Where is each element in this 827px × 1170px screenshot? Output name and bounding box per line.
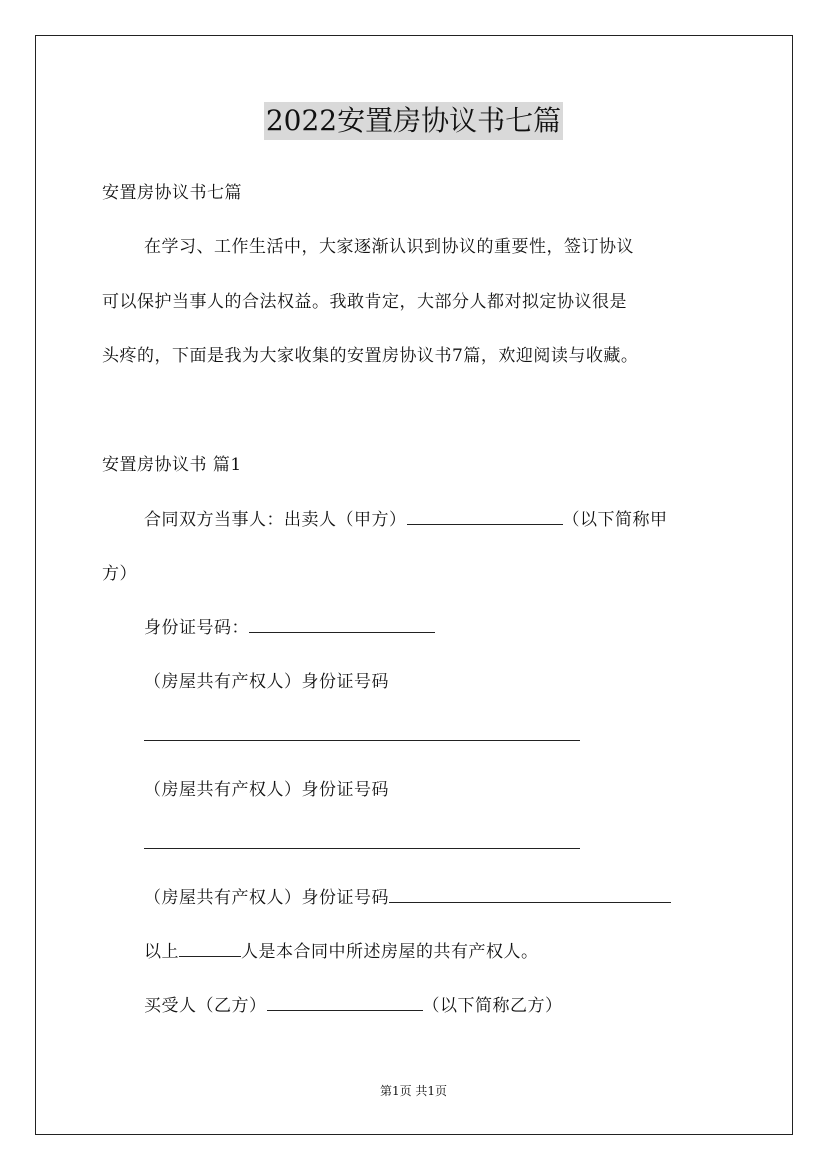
co-owner-id-blank-line-1 xyxy=(144,724,580,748)
co-owners-prefix: 以上 xyxy=(144,942,179,962)
party-a-name-blank xyxy=(407,508,563,525)
page-footer: 第1页 共1页 xyxy=(379,1084,448,1098)
co-owner-id-label-2: （房屋共有产权人）身份证号码 xyxy=(144,780,389,800)
section-heading: 安置房协议书 篇1 xyxy=(102,455,242,475)
id-number-label: 身份证号码： xyxy=(144,618,249,638)
co-owner-id-blank-line-2 xyxy=(144,832,580,856)
party-a-wrap: 方） xyxy=(102,564,137,584)
intro-line-3: 头疼的，下面是我为大家收集的安置房协议书7篇，欢迎阅读与收藏。 xyxy=(102,346,639,366)
party-a-line xyxy=(144,508,668,532)
intro-line-2: 可以保护当事人的合法权益。我敢肯定，大部分人都对拟定协议很是 xyxy=(102,292,627,312)
id-number-blank xyxy=(249,616,435,633)
document-title: 2022安置房协议书七篇 xyxy=(264,102,563,140)
co-owner-id-blank-3 xyxy=(389,886,671,903)
co-owner-id-blank-2 xyxy=(144,832,580,849)
id-number-line xyxy=(144,616,435,640)
party-b-prefix: 买受人（乙方） xyxy=(144,996,267,1016)
co-owners-suffix: 人是本合同中所述房屋的共有产权人。 xyxy=(241,942,539,962)
title-container xyxy=(0,102,827,140)
party-b-suffix: （以下简称乙方） xyxy=(422,996,563,1016)
intro-line-1: 在学习、工作生活中，大家逐渐认识到协议的重要性，签订协议 xyxy=(144,237,634,257)
party-b-name-blank xyxy=(267,994,423,1011)
co-owners-line xyxy=(144,940,539,964)
co-owner-id-line-3 xyxy=(144,886,671,910)
co-owner-id-blank-1 xyxy=(144,724,580,741)
co-owners-count-blank xyxy=(179,940,241,957)
co-owner-id-label-3: （房屋共有产权人）身份证号码 xyxy=(144,888,389,908)
document-subtitle: 安置房协议书七篇 xyxy=(102,183,242,203)
party-a-suffix: （以下简称甲 xyxy=(562,510,668,530)
party-b-line xyxy=(144,994,563,1018)
party-a-prefix: 合同双方当事人：出卖人（甲方） xyxy=(144,510,407,530)
co-owner-id-label-1: （房屋共有产权人）身份证号码 xyxy=(144,672,389,692)
